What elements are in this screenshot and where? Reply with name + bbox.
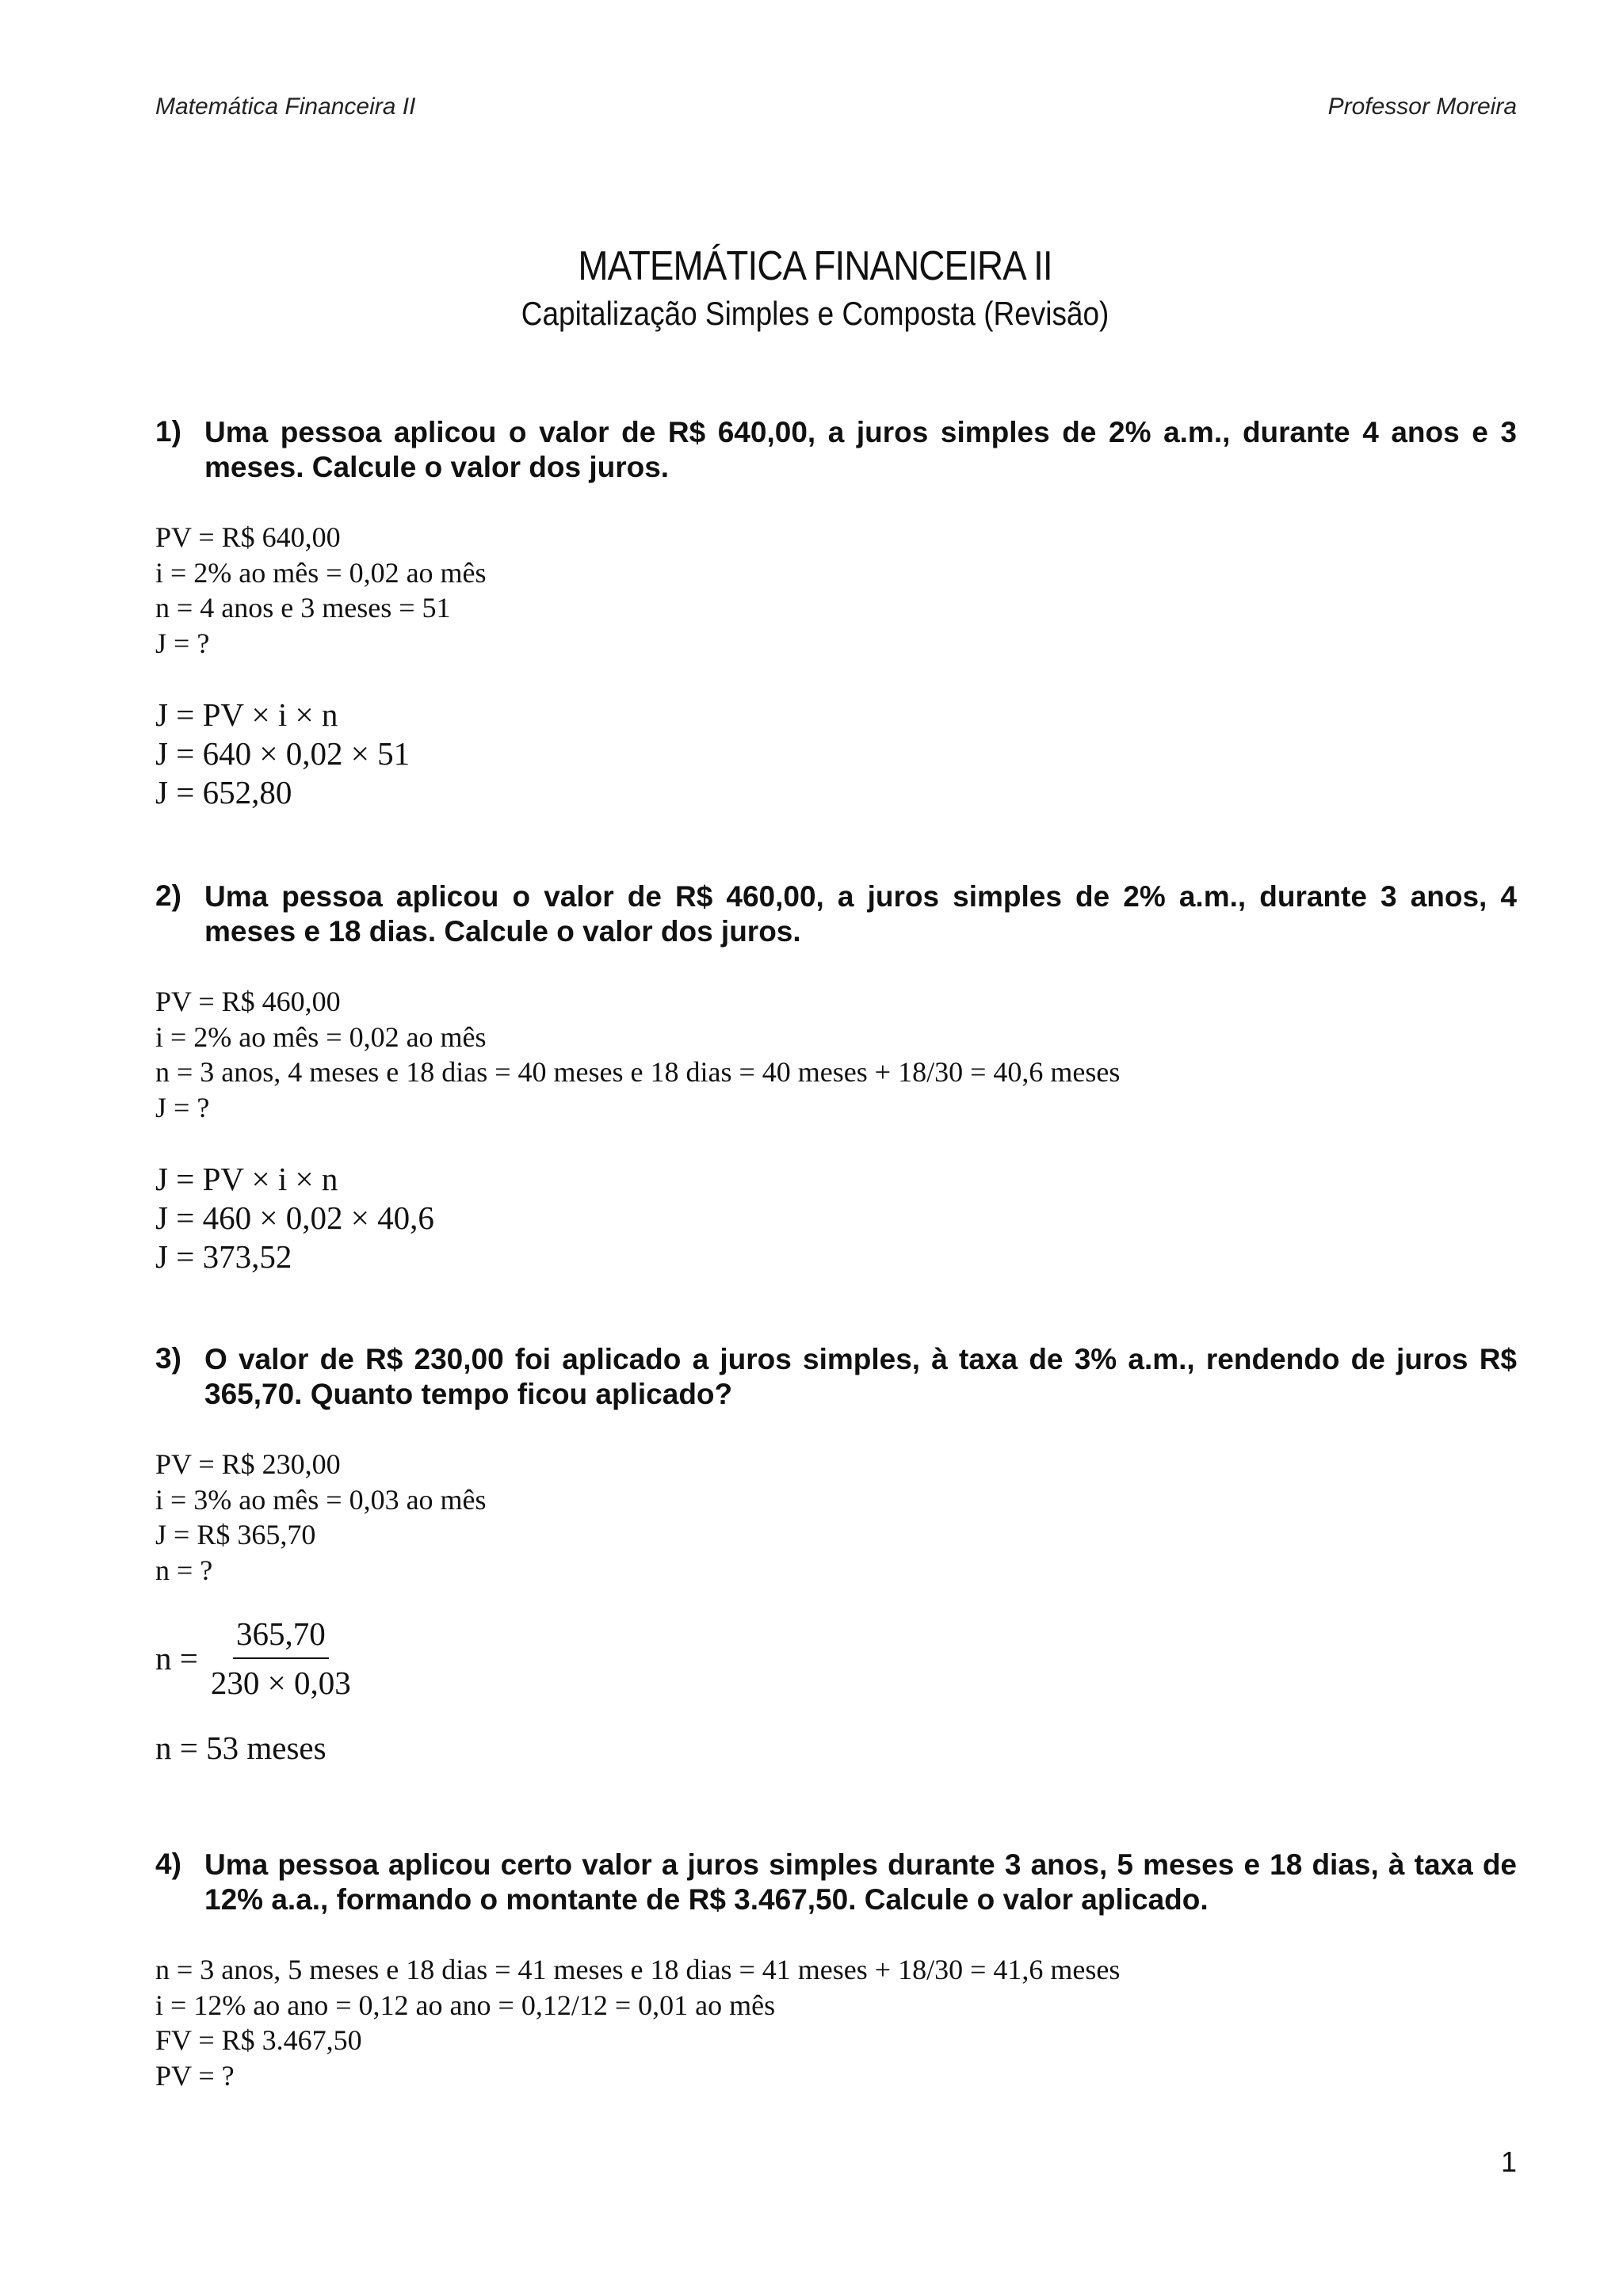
formula-block xyxy=(155,1160,1517,1276)
formula-line: J = PV × i × n xyxy=(155,696,338,733)
problem-1 xyxy=(155,415,1517,812)
problem-2 xyxy=(155,879,1517,1276)
given-values xyxy=(155,1447,1517,1588)
formula-line: J = 373,52 xyxy=(155,1238,292,1275)
fraction-numerator: 365,70 xyxy=(233,1616,329,1659)
given-line: PV = R$ 460,00 xyxy=(155,986,341,1017)
fraction xyxy=(208,1616,354,1700)
given-line: J = ? xyxy=(155,1091,210,1123)
given-line: J = ? xyxy=(155,627,210,659)
header-course-name: Matemática Financeira II xyxy=(155,93,416,120)
given-line: PV = ? xyxy=(155,2059,235,2092)
given-line: i = 3% ao mês = 0,03 ao mês xyxy=(155,1483,487,1516)
given-line: J = R$ 365,70 xyxy=(155,1519,316,1550)
given-line: FV = R$ 3.467,50 xyxy=(155,2024,362,2056)
given-line: i = 2% ao mês = 0,02 ao mês xyxy=(155,556,487,589)
problem-4 xyxy=(155,1848,1517,2093)
result-line: n = 53 meses xyxy=(155,1730,327,1766)
problem-question: Uma pessoa aplicou certo valor a juros simples durante 3 anos, 5 meses e 18 dias, à taxa de 12% a.a., formando o montante de R$ 3.467,50. Calcule o valor aplicado. xyxy=(204,1848,1517,1916)
formula-line: J = 640 × 0,02 × 51 xyxy=(155,735,411,772)
problem-question: Uma pessoa aplicou o valor de R$ 640,00, a juros simples de 2% a.m., durante 4 anos e 3 meses. Calcule o valor dos juros. xyxy=(204,416,1517,483)
document-subtitle: Capitalização Simples e Composta (Revisão) xyxy=(521,295,1109,332)
page-number: 1 xyxy=(1500,2145,1517,2178)
fraction-equation xyxy=(155,1616,1517,1700)
document-title: MATEMÁTICA FINANCEIRA II xyxy=(578,243,1052,289)
given-values xyxy=(155,520,1517,661)
given-line: n = 3 anos, 5 meses e 18 dias = 41 meses e 18 dias = 41 meses + 18/30 = 41,6 meses xyxy=(155,1954,1121,1985)
problem-3 xyxy=(155,1342,1517,1767)
problem-number: 1) xyxy=(155,415,181,448)
given-values xyxy=(155,984,1517,1125)
formula-line: J = 460 × 0,02 × 40,6 xyxy=(155,1199,434,1236)
fraction-denominator: 230 × 0,03 xyxy=(210,1665,351,1701)
given-values xyxy=(155,1952,1517,2093)
given-line: PV = R$ 230,00 xyxy=(155,1448,341,1480)
given-line: i = 2% ao mês = 0,02 ao mês xyxy=(155,1020,487,1053)
fraction-lhs: n = xyxy=(155,1640,198,1676)
formula-line: J = 652,80 xyxy=(155,774,292,810)
given-line: i = 12% ao ano = 0,12 ao ano = 0,12/12 = 0,01 ao mês xyxy=(155,1989,776,2021)
formula-line: J = PV × i × n xyxy=(155,1161,338,1197)
problem-question: O valor de R$ 230,00 foi aplicado a juros simples, à taxa de 3% a.m., rendendo de juros R$ 365,70. Quanto tempo ficou aplicado? xyxy=(204,1343,1517,1410)
given-line: n = 3 anos, 4 meses e 18 dias = 40 meses e 18 dias = 40 meses + 18/30 = 40,6 meses xyxy=(155,1056,1121,1088)
given-line: n = ? xyxy=(155,1554,213,1586)
problem-number: 4) xyxy=(155,1848,181,1880)
formula-block xyxy=(155,696,1517,812)
given-line: n = 4 anos e 3 meses = 51 xyxy=(155,592,451,624)
header-professor-name: Professor Moreira xyxy=(1327,93,1517,120)
problem-number: 2) xyxy=(155,879,181,912)
problem-question: Uma pessoa aplicou o valor de R$ 460,00, a juros simples de 2% a.m., durante 3 anos, 4 meses e 18 dias. Calcule o valor dos juros. xyxy=(204,880,1517,948)
given-line: PV = R$ 640,00 xyxy=(155,521,341,553)
problem-number: 3) xyxy=(155,1342,181,1375)
